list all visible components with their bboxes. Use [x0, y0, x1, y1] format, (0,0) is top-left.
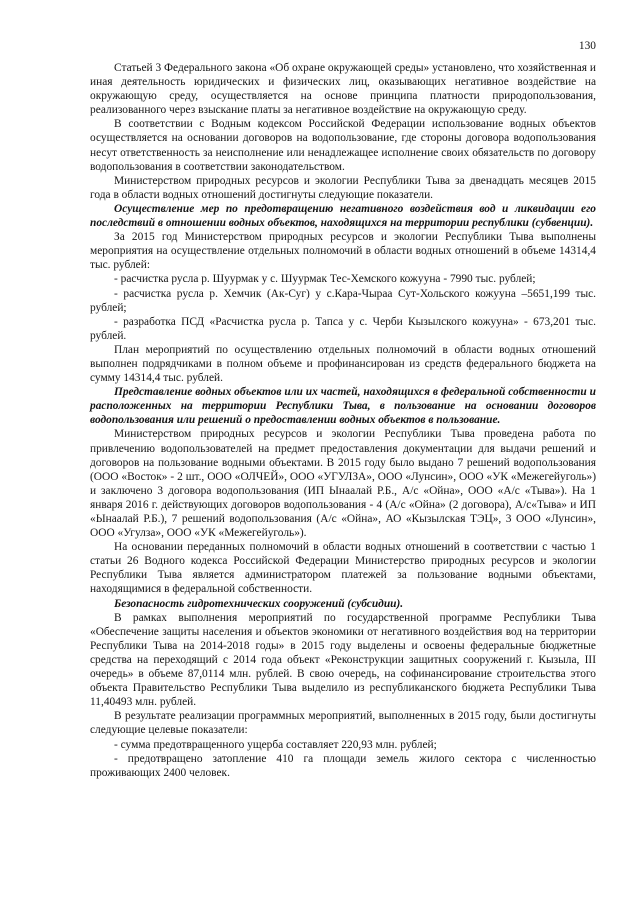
paragraph: За 2015 год Министерством природных ресурсов и экологии Республики Тыва выполнены мероприятия на осуществление отдельных полномочий в области водных отношений в объеме 14314,4 тыс. рублей:	[90, 231, 596, 272]
section-heading: Осуществление мер по предотвращению негативного воздействия вод и ликвидации его последствий в отношении водных объектов, находящихся на территории республики (субвенции).	[90, 202, 596, 230]
paragraph: Министерством природных ресурсов и экологии Республики Тыва проведена работа по привлечению водопользователей на предмет предоставления документации для выдачи решений и договоров на пользование водными объектами. В 2015 году было выдано 7 решений водопользования (ООО «Восток» - 2 шт., ООО «ОЛЧЕЙ», ООО «УГУЛЗА», ООО «Лунсин», ООО «УК «Межегейуголь») и заключено 3 договора водопользования (ИП Ынаалай Р.Б., А/с «Ойна», ООО «А/с «Тыва»). На 1 января 2016 г. действующих договоров водопользования - 4 (А/с «Ойна» (2 договора), А/с«Тыва» и ИП «Ынаалай Р.Б.), 7 решений водопользования (А/с «Ойна», АО «Кызылская ТЭЦ», 3 ООО «Лунсин», ООО «Угулза», ООО «УК «Межегейуголь»).	[90, 428, 596, 540]
paragraph: В соответствии с Водным кодексом Российской Федерации использование водных объектов осуществляется на основании договоров на водопользование, где стороны договора водопользования несут ответственность за неисполнение или ненадлежащее исполнение своих обязательств по договору водопользования в соответствии законодательством.	[90, 118, 596, 173]
section-heading: Представление водных объектов или их частей, находящихся в федеральной собственности и расположенных на территории Республики Тыва, в пользование на основании договоров водопользования или решений о предоставлении водных объектов в пользование.	[90, 386, 596, 427]
paragraph: В рамках выполнения мероприятий по государственной программе Республики Тыва «Обеспечение защиты населения и объектов экономики от негативного воздействия вод на территории Республики Тыва на 2014-2018 годы» в 2015 году выделены и освоены федеральные бюджетные средства на переходящий с 2014 года объект «Реконструкции защитных сооружений г. Кызыла, III очередь» в объеме 87,0114 млн. рублей. В свою очередь, на софинансирование строительства этого объекта Правительство Республики Тыва выделило из республиканского бюджета Республики Тыва 11,40493 млн. рублей.	[90, 611, 596, 709]
paragraph: Статьей 3 Федерального закона «Об охране окружающей среды» установлено, что хозяйственная и иная деятельность юридических и физических лиц, оказывающих негативное воздействие на окружающую среду, осуществляется на основе принципа платности природопользования, реализованного через взыскание платы за негативное воздействие на окружающую среду.	[90, 62, 596, 117]
list-item: - расчистка русла р. Хемчик (Ак-Суг) у с.Кара-Чыраа Сут-Хольского кожууна –5651,199 тыс. рублей;	[90, 287, 596, 314]
paragraph: План мероприятий по осуществлению отдельных полномочий в области водных отношений выполнен подрядчиками в полном объеме и профинансирован из средств федерального бюджета на сумму 14314,4 тыс. рублей.	[90, 343, 596, 385]
paragraph: В результате реализации программных мероприятий, выполненных в 2015 году, были достигнуты следующие целевые показатели:	[90, 710, 596, 737]
list-item: - разработка ПСД «Расчистка русла р. Тапса у с. Черби Кызылского кожууна» - 673,201 тыс. рублей.	[90, 315, 596, 342]
paragraph: На основании переданных полномочий в области водных отношений в соответствии с частью 1 статьи 26 Водного кодекса Российской Федерации Министерство природных ресурсов и экологии Республики Тыва является администратором платежей за пользование водными объектами, находящимися в федеральной собственности.	[90, 541, 596, 596]
document-body	[90, 61, 596, 780]
list-item: - сумма предотвращенного ущерба составляет 220,93 млн. рублей;	[114, 738, 437, 751]
list-item: - расчистка русла р. Шуурмак у с. Шуурмак Тес-Хемского кожууна - 7990 тыс. рублей;	[114, 273, 536, 286]
page-number: 130	[578, 40, 596, 52]
section-heading: Безопасность гидротехнических сооружений (субсидии).	[114, 597, 404, 610]
paragraph: Министерством природных ресурсов и экологии Республики Тыва за двенадцать месяцев 2015 года в области водных отношений достигнуты следующие показатели.	[90, 174, 596, 201]
list-item: - предотвращено затопление 410 га площади земель жилого сектора с численностью проживающих 2400 человек.	[90, 752, 596, 779]
